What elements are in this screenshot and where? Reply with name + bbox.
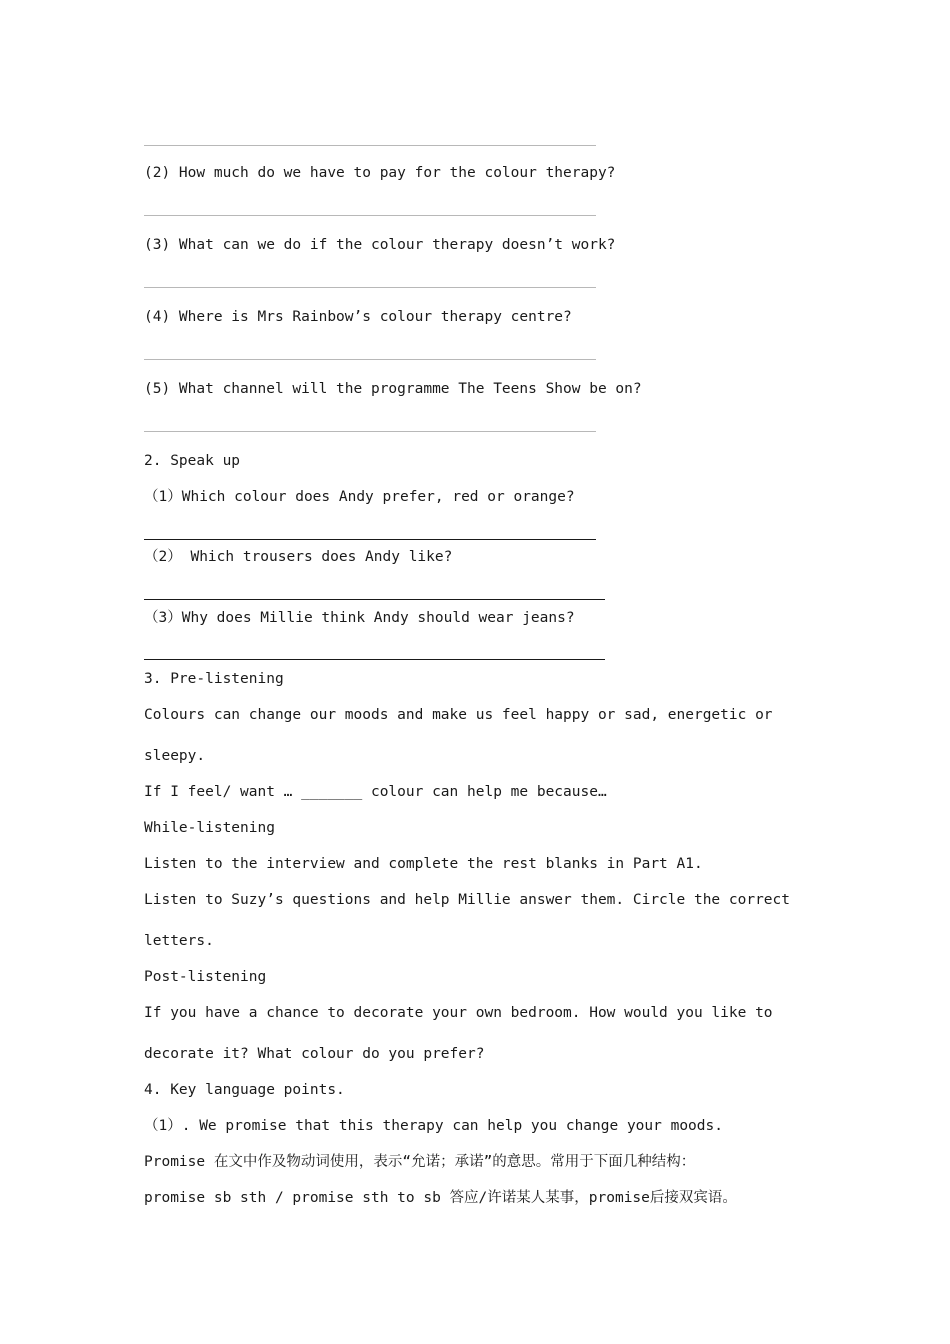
speak-answer-line-2 [144, 599, 605, 600]
pre-listening-heading: 3. Pre-listening [144, 671, 284, 687]
while-listening-heading: While-listening [144, 820, 275, 836]
speak-question-3: （3）Why does Millie think Andy should wear jeans? [144, 610, 575, 626]
speak-up-heading: 2. Speak up [144, 453, 241, 469]
pre-listening-text-1: Colours can change our moods and make us feel happy or sad, energetic or [144, 707, 773, 723]
pre-listening-text-3: If I feel/ want … _______ colour can help me because… [144, 784, 607, 800]
answer-line-5 [144, 431, 596, 432]
answer-line-1 [144, 145, 596, 146]
question-2: (2) How much do we have to pay for the colour therapy? [144, 165, 616, 181]
while-listening-text-2: Listen to Suzy’s questions and help Millie answer them. Circle the correct [144, 892, 791, 908]
question-5: (5) What channel will the programme The Teens Show be on? [144, 381, 642, 397]
answer-line-2 [144, 215, 596, 216]
post-listening-text-1: If you have a chance to decorate your own bedroom. How would you like to [144, 1005, 773, 1021]
speak-answer-line-1 [144, 539, 596, 540]
post-listening-heading: Post-listening [144, 969, 267, 985]
post-listening-text-2: decorate it? What colour do you prefer? [144, 1046, 485, 1062]
answer-line-3 [144, 287, 596, 288]
speak-answer-line-3 [144, 659, 605, 660]
speak-question-1: （1）Which colour does Andy prefer, red or orange? [144, 489, 575, 505]
answer-line-4 [144, 359, 596, 360]
while-listening-text-3: letters. [144, 933, 214, 949]
question-4: (4) Where is Mrs Rainbow’s colour therapy centre? [144, 309, 572, 325]
speak-question-2: （2） Which trousers does Andy like? [144, 549, 453, 565]
key-point-explanation-1: Promise 在文中作及物动词使用，表示“允诺；承诺”的意思。常用于下面几种结构： [144, 1154, 696, 1170]
key-point-1: （1）. We promise that this therapy can help you change your moods. [144, 1118, 723, 1134]
pre-listening-text-2: sleepy. [144, 748, 206, 764]
question-3: (3) What can we do if the colour therapy doesn’t work? [144, 237, 616, 253]
key-point-explanation-2: promise sb sth / promise sth to sb 答应/许诺某人某事，promise后接双宾语。 [144, 1190, 737, 1206]
key-points-heading: 4. Key language points. [144, 1082, 345, 1098]
while-listening-text-1: Listen to the interview and complete the rest blanks in Part A1. [144, 856, 703, 872]
